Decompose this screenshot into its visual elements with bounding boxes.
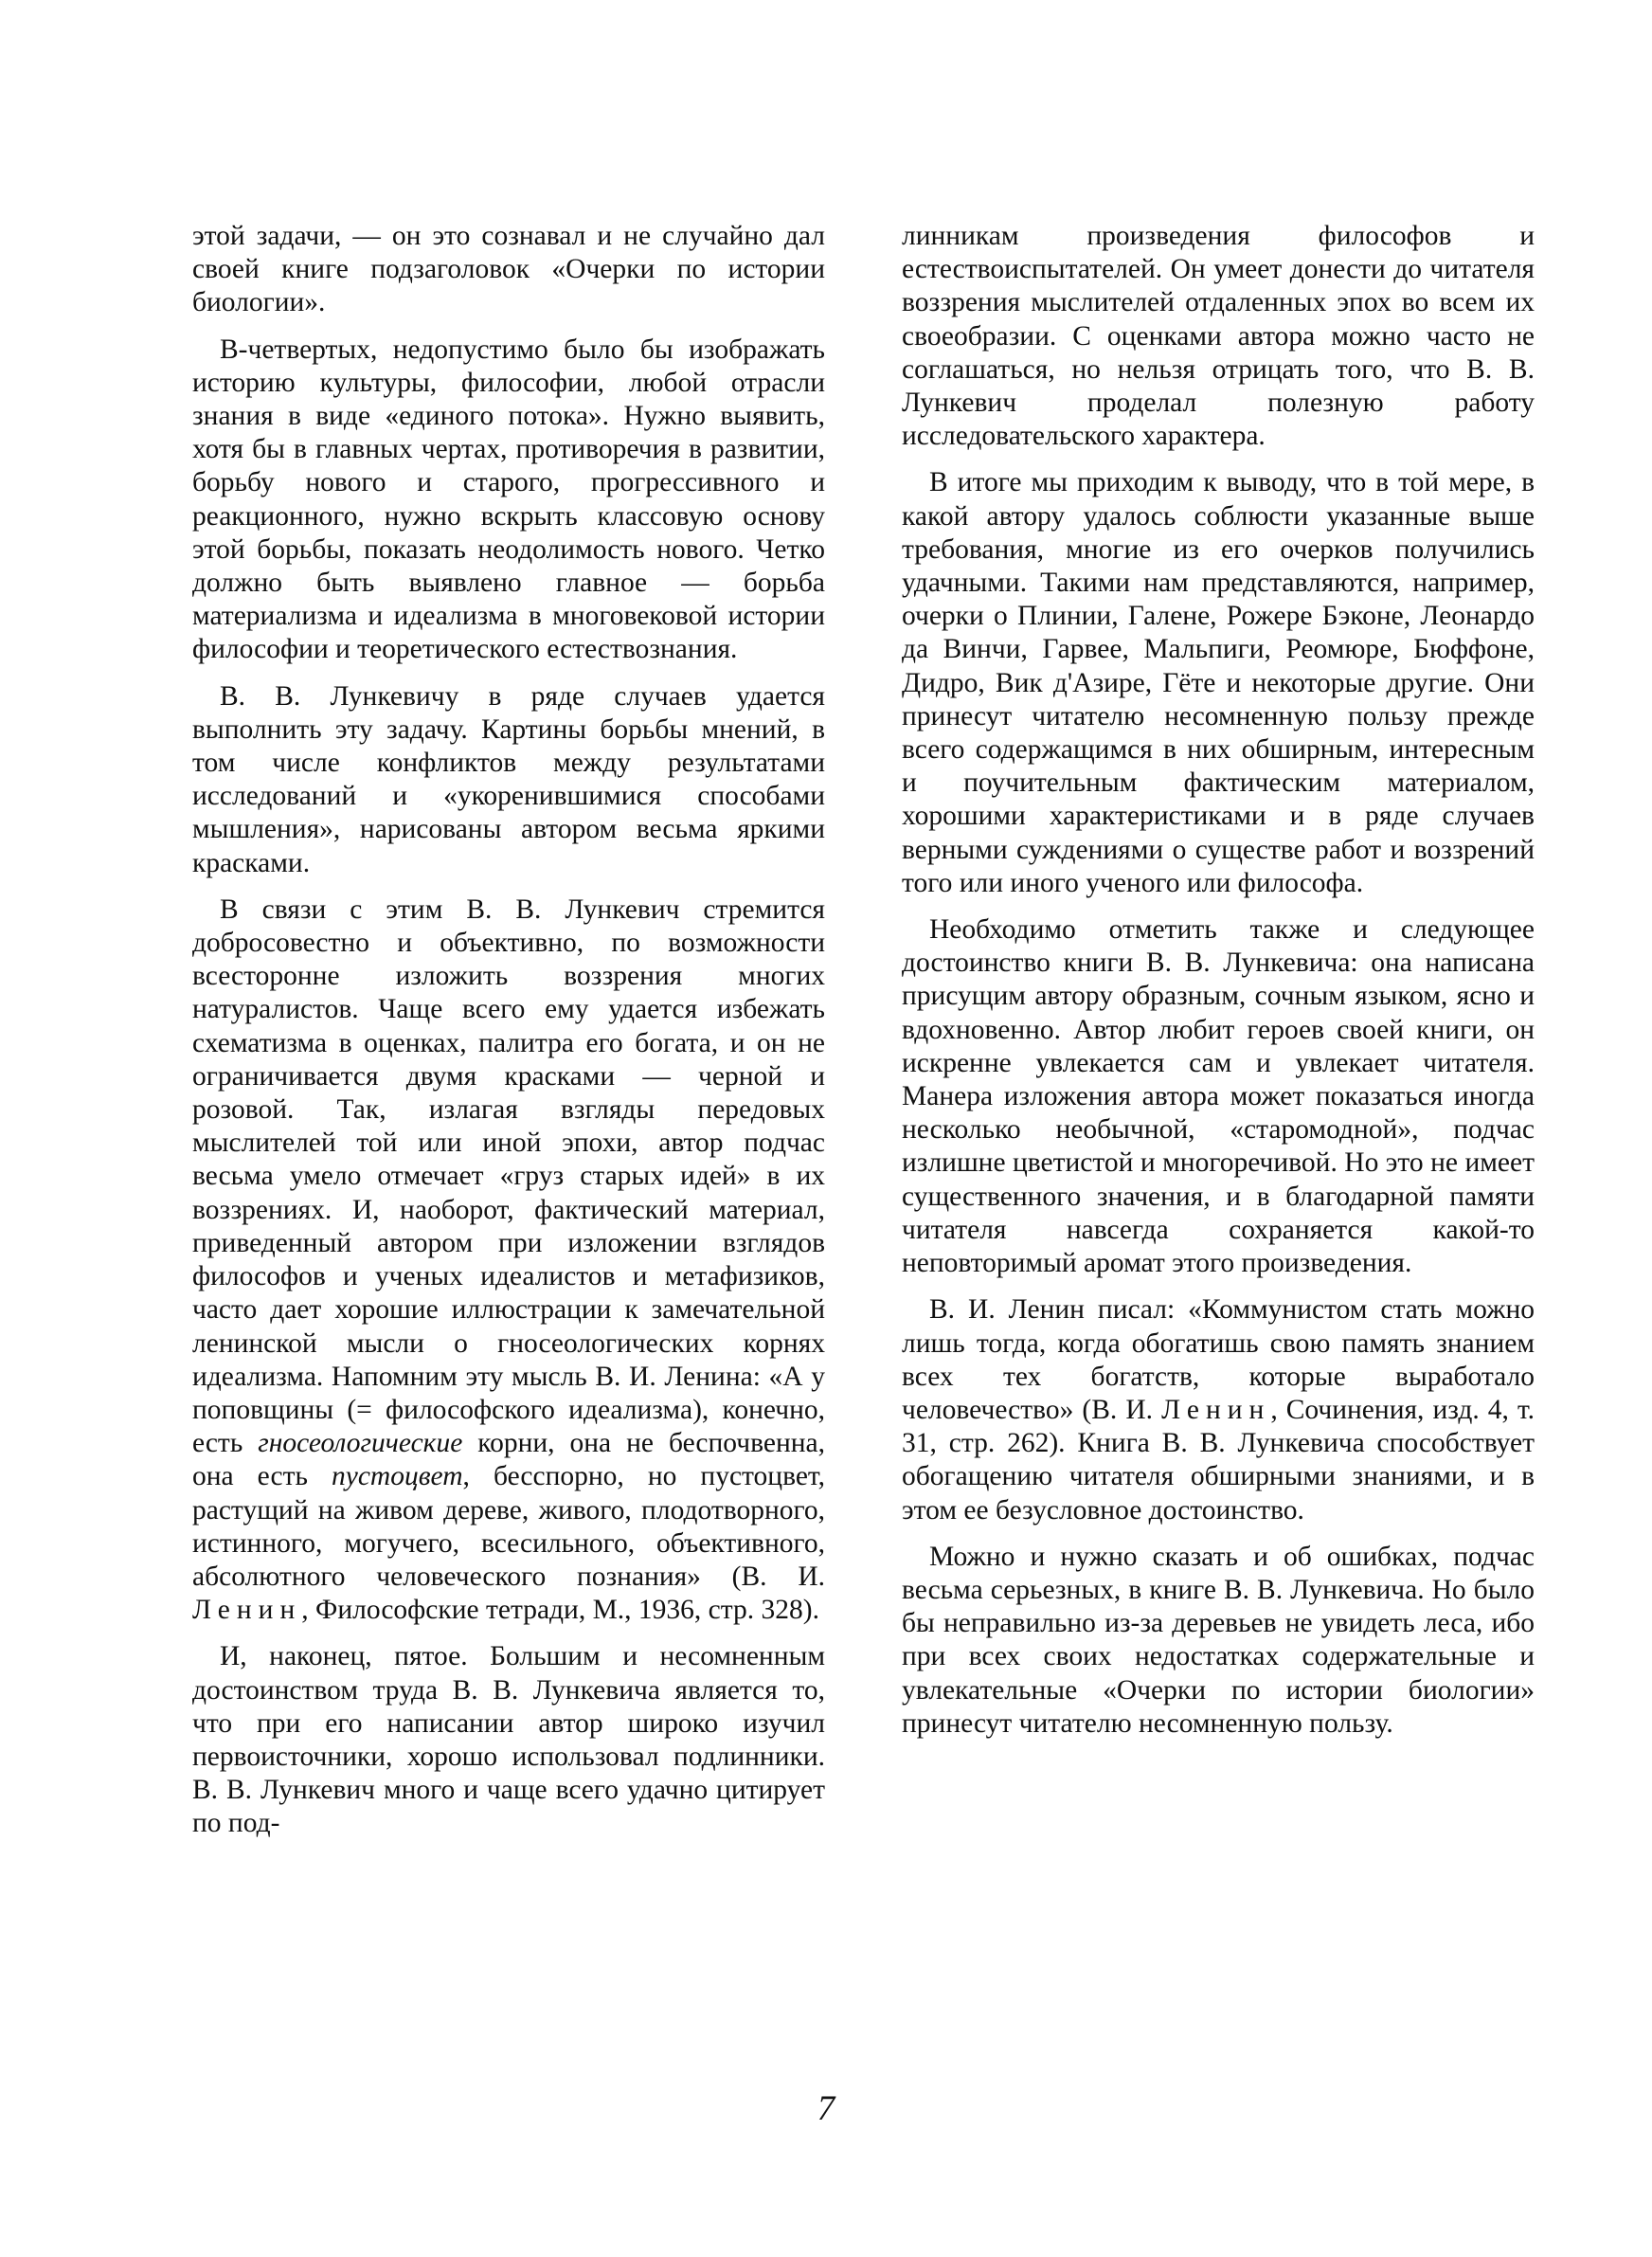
text-run: , бесспорно, но пустоцвет, растущий на живом дереве, живого, плодотворного, истинного, могучего, всесильного, объективного, абсолютного человеческого познания» (В. И. <box>192 1461 825 1592</box>
paragraph-lenin-quote <box>192 894 825 1627</box>
italic-term: пустоцвет <box>331 1461 463 1492</box>
paragraph-lenin-quote <box>902 1293 1535 1526</box>
author-name-spaced: Ленин <box>192 1595 302 1626</box>
right-column <box>902 220 1535 1754</box>
paragraph: В-четвертых, недопустимо было бы изображать историю культуры, философии, любой отрасли знания в виде «единого потока». Нужно выявить, хотя бы в главных чертах, противоречия в развитии, борьбу нового и старого, прогрессивного и реакционного, нужно вскрыть классовую основу этой борьбы, показать неодолимость нового. Четко должно быть выявлено главное — борьба материализма и идеализма в многовековой истории философии и теоретического естествознания. <box>192 334 825 665</box>
text-run: В. И. Ленин писал: «Коммунистом стать можно лишь тогда, когда обогатишь свою память знанием всех тех богатств, которые выработало человечество» (В. И. <box>902 1294 1535 1425</box>
page-number: 7 <box>817 2089 835 2128</box>
text-run: , Сочинения, изд. 4, т. 31, стр. 262). Книга В. В. Лункевича способствует обогащению читателя обширными знаниями, и в этом ее безусловное достоинство. <box>902 1394 1535 1526</box>
italic-term: гносеологические <box>258 1428 463 1459</box>
paragraph: В итоге мы приходим к выводу, что в той мере, в какой автору удалось соблюсти указанные выше требования, многие из его очерков получились удачными. Такими нам представляются, например, очерки о Плинии, Галене, Рожере Бэконе, Леонардо да Винчи, Гарвее, Мальпиги, Реомюре, Бюффоне, Дидро, Вик д'Азире, Гёте и некоторые другие. Они принесут читателю несомненную пользу прежде всего содержащимся в них обширным, интересным и поучительным фактическим материалом, хорошими характеристиками и в ряде случаев верными суждениями о существе работ и воззрений того или иного ученого или философа. <box>902 467 1535 898</box>
left-column <box>192 220 825 1854</box>
text-run: В связи с этим В. В. Лункевич стремится добросовестно и объективно, по возможности всесторонне изложить воззрения многих натуралистов. Чаще всего ему удается избежать схематизма в оценках, палитра его богата, и он не ограничивается двумя красками — черной и розовой. Так, излагая взгляды передовых мыслителей той или иной эпохи, автор подчас весьма умело отмечает «груз старых идей» в их воззрениях. И, наоборот, фактический материал, приведенный автором при изложении взглядов философов и ученых идеалистов и метафизиков, часто дает хорошие иллюстрации к замечательной ленинской мысли о гносеологических корнях идеализма. Напомним эту мысль В. И. Ленина: «А у поповщины (= философского идеализма), конечно, есть <box>192 894 825 1459</box>
author-name-spaced: Ленин <box>1161 1394 1271 1425</box>
paragraph: В. В. Лункевичу в ряде случаев удается выполнить эту задачу. Картины борьбы мнений, в том числе конфликтов между результатами исследований и «укоренившимися способами мышления», нарисованы автором весьма яркими красками. <box>192 680 825 878</box>
paragraph: Можно и нужно сказать и об ошибках, подчас весьма серьезных, в книге В. В. Лункевича. Но было бы неправильно из-за деревьев не увидеть леса, ибо при всех своих недостатках содержательные и увлекательные «Очерки по истории биологии» принесут читателю несомненную пользу. <box>902 1541 1535 1739</box>
paragraph: И, наконец, пятое. Большим и несомненным достоинством труда В. В. Лункевича является то, что при его написании автор широко изучил первоисточники, хорошо использовал подлинники. В. В. Лункевич много и чаще всего удачно цитирует по под- <box>192 1641 825 1839</box>
text-run: корни, она не беспочвенна, она есть <box>192 1428 825 1492</box>
text-run: , Философские тетради, М., 1936, стр. 328). <box>301 1595 819 1626</box>
paragraph: этой задачи, — он это сознавал и не случайно дал своей книге подзаголовок «Очерки по истории биологии». <box>192 221 825 318</box>
paragraph: линникам произведения философов и естествоиспытателей. Он умеет донести до читателя воззрения мыслителей отдаленных эпох во всем их своеобразии. С оценками автора можно часто не соглашаться, но нельзя отрицать того, что В. В. Лункевич проделал полезную работу исследовательского характера. <box>902 221 1535 452</box>
paragraph: Необходимо отметить также и следующее достоинство книги В. В. Лункевича: она написана присущим автору образным, сочным языком, ясно и вдохновенно. Автор любит героев своей книги, он искренне увлекается сам и увлекает читателя. Манера изложения автора может показаться иногда несколько необычной, «старомодной», подчас излишне цветистой и многоречивой. Но это не имеет существенного значения, и в благодарной памяти читателя навсегда сохраняется какой-то неповторимый аромат этого произведения. <box>902 914 1535 1279</box>
